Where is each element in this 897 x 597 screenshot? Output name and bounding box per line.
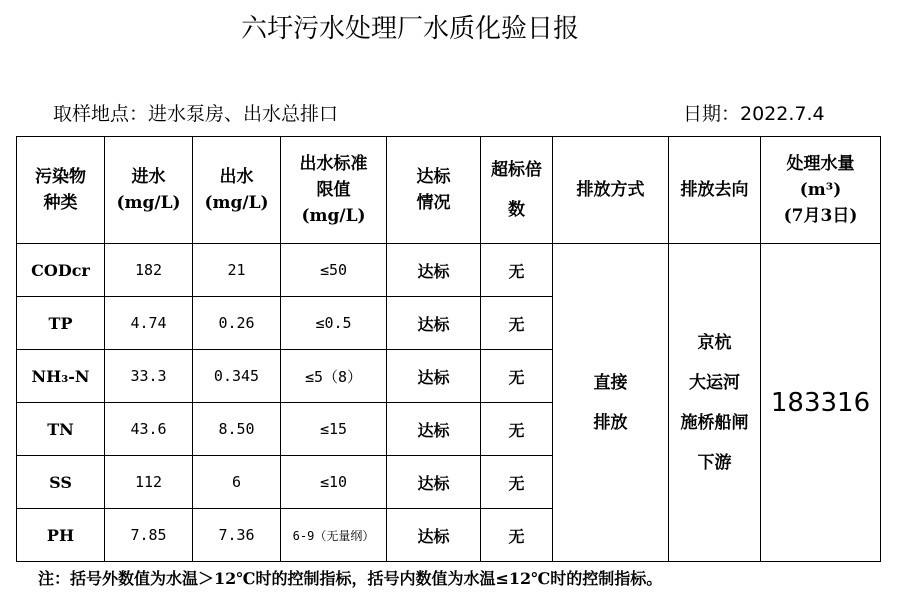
cell-exceed: 无	[481, 297, 553, 350]
cell-status: 达标	[387, 509, 481, 562]
cell-status: 达标	[387, 456, 481, 509]
header-discharge-mode: 排放方式	[553, 137, 669, 244]
cell-species: CODcr	[17, 244, 105, 297]
cell-inflow: 4.74	[105, 297, 193, 350]
table-header-row	[17, 137, 881, 244]
cell-limit: ≤10	[281, 456, 387, 509]
cell-exceed: 无	[481, 456, 553, 509]
header-status: 达标 情况	[387, 137, 481, 244]
cell-exceed: 无	[481, 350, 553, 403]
table-row	[17, 244, 881, 297]
cell-exceed: 无	[481, 244, 553, 297]
cell-inflow: 112	[105, 456, 193, 509]
treated-volume: 183316	[761, 244, 881, 562]
cell-status: 达标	[387, 350, 481, 403]
cell-species: SS	[17, 456, 105, 509]
header-limit: 出水标准 限值 (mg/L)	[281, 137, 387, 244]
water-quality-table	[16, 136, 881, 562]
discharge-destination: 京杭 大运河 施桥船闸 下游	[669, 244, 761, 562]
discharge-mode: 直接 排放	[553, 244, 669, 562]
cell-inflow: 43.6	[105, 403, 193, 456]
cell-exceed: 无	[481, 509, 553, 562]
cell-inflow: 182	[105, 244, 193, 297]
header-discharge-dest: 排放去向	[669, 137, 761, 244]
footnote: 注：括号外数值为水温＞12℃时的控制指标，括号内数值为水温≤12℃时的控制指标。	[38, 569, 663, 588]
cell-outflow: 21	[193, 244, 281, 297]
cell-species: TN	[17, 403, 105, 456]
cell-limit: 6-9（无量纲）	[281, 509, 387, 562]
cell-limit: ≤50	[281, 244, 387, 297]
cell-outflow: 0.26	[193, 297, 281, 350]
cell-status: 达标	[387, 403, 481, 456]
cell-limit: ≤5（8）	[281, 350, 387, 403]
cell-inflow: 7.85	[105, 509, 193, 562]
header-outflow: 出水 (mg/L)	[193, 137, 281, 244]
cell-inflow: 33.3	[105, 350, 193, 403]
cell-status: 达标	[387, 297, 481, 350]
cell-species: PH	[17, 509, 105, 562]
cell-outflow: 7.36	[193, 509, 281, 562]
cell-outflow: 6	[193, 456, 281, 509]
cell-limit: ≤15	[281, 403, 387, 456]
cell-species: NH₃-N	[17, 350, 105, 403]
header-inflow: 进水 (mg/L)	[105, 137, 193, 244]
cell-outflow: 0.345	[193, 350, 281, 403]
header-species: 污染物 种类	[17, 137, 105, 244]
report-date: 日期：2022.7.4	[683, 103, 825, 125]
cell-outflow: 8.50	[193, 403, 281, 456]
report-title: 六圩污水处理厂水质化验日报	[240, 14, 579, 44]
cell-limit: ≤0.5	[281, 297, 387, 350]
cell-species: TP	[17, 297, 105, 350]
header-exceed: 超标倍 数	[481, 137, 553, 244]
header-volume: 处理水量 (m³) (7月3日)	[761, 137, 881, 244]
cell-status: 达标	[387, 244, 481, 297]
sampling-location: 取样地点：进水泵房、出水总排口	[53, 103, 339, 125]
cell-exceed: 无	[481, 403, 553, 456]
